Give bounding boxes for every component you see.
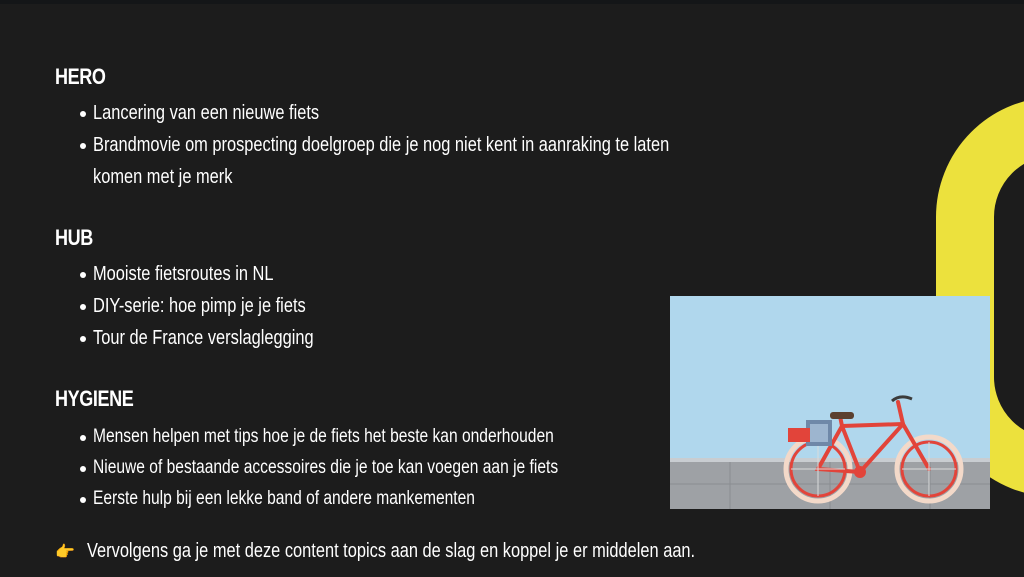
pointing-hand-icon: 👉 <box>55 543 75 561</box>
list-item: Mensen helpen met tips hoe je de fiets het beste kan onderhouden <box>55 421 660 452</box>
footer-text: Vervolgens ga je met deze content topics aan de slag en koppel je er middelen aan. <box>87 540 696 562</box>
section-title-hub: HUB <box>55 225 93 250</box>
list-item: Nieuwe of bestaande accessoires die je toe kan voegen aan je fiets <box>55 452 660 483</box>
list-item: Brandmovie om prospecting doelgroep die je nog niet kent in aanraking te laten <box>55 129 796 161</box>
hub-list <box>55 258 362 354</box>
hygiene-list <box>55 421 660 514</box>
top-border <box>0 0 1024 4</box>
hero-list <box>55 97 796 193</box>
footer-note <box>55 540 829 563</box>
list-item: Lancering van een nieuwe fiets <box>55 97 796 129</box>
list-item: DIY-serie: hoe pimp je je fiets <box>55 290 362 322</box>
list-item-continuation: komen met je merk <box>93 166 233 188</box>
section-title-hygiene: HYGIENE <box>55 386 134 411</box>
list-item: Tour de France verslaglegging <box>55 322 362 354</box>
section-title-hero: HERO <box>55 64 106 89</box>
bicycle-photo <box>670 296 990 509</box>
list-item: Eerste hulp bij een lekke band of andere mankementen <box>55 483 660 514</box>
list-item: Mooiste fietsroutes in NL <box>55 258 362 290</box>
